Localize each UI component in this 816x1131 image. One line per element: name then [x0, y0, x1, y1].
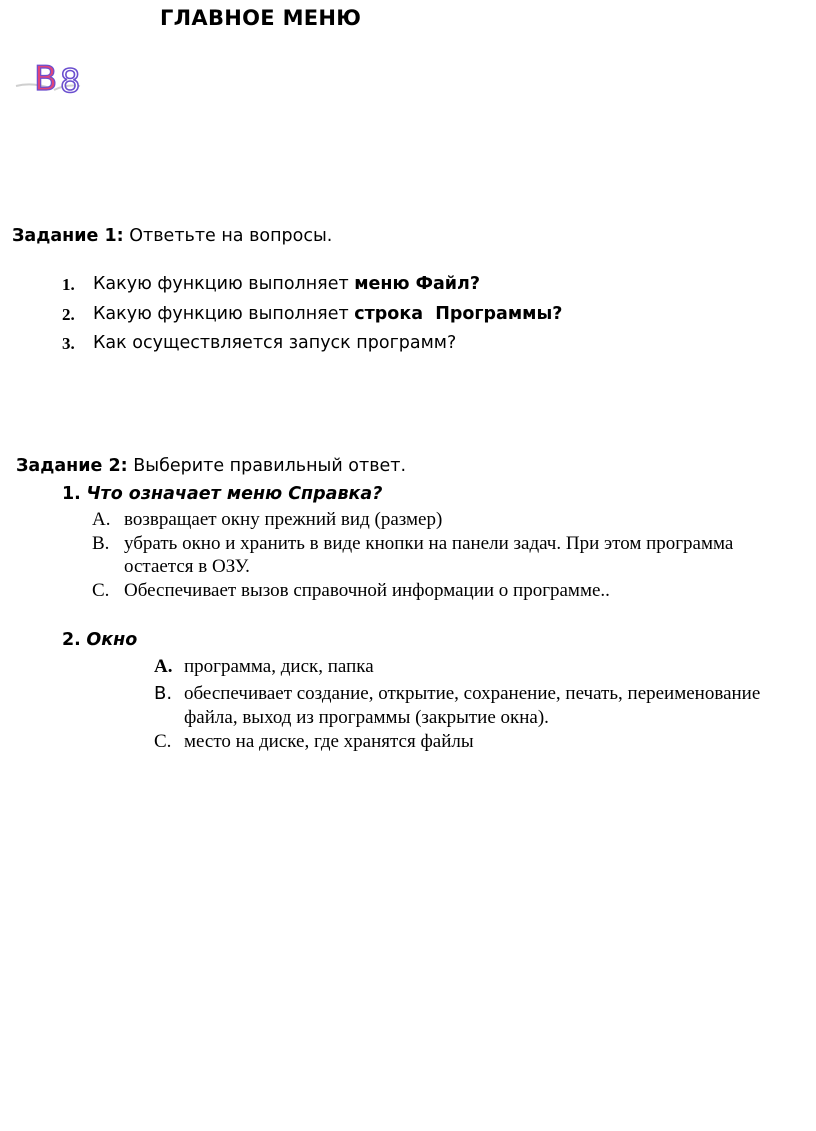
option-letter: B. — [92, 533, 110, 554]
option-letter: C. — [92, 580, 110, 601]
task2-question-1 — [62, 484, 382, 504]
page-title: ГЛАВНОЕ МЕНЮ — [160, 6, 362, 30]
question-text: Окно — [86, 630, 138, 650]
question-text: Как осуществляется запуск программ? — [93, 333, 457, 353]
task1-question-2-text — [93, 304, 562, 324]
task2-label: Задание 2: — [16, 456, 128, 476]
option-text: место на диске, где хранятся файлы — [184, 731, 474, 752]
question-number: 2. — [62, 305, 75, 324]
task1-question-3-text — [93, 333, 456, 353]
option-text: обеспечивает создание, открытие, сохранение, печать, переименование — [184, 683, 761, 704]
question-number: 1. — [62, 275, 75, 294]
task1-heading — [12, 226, 332, 246]
task2-instruction: Выберите правильный ответ. — [133, 456, 407, 476]
question-number: 1. — [62, 484, 81, 504]
task1-question-3 — [62, 334, 75, 354]
question-text: Что означает меню Справка? — [86, 484, 383, 504]
task1-question-1 — [62, 275, 75, 295]
option-text: убрать окно и хранить в виде кнопки на панели задач. При этом программа — [124, 533, 734, 554]
task1-question-1-text — [93, 274, 480, 294]
question-text: Какую функцию выполняет — [93, 274, 355, 294]
option-letter: B. — [154, 683, 173, 704]
option-text: Обеспечивает вызов справочной информации о программе.. — [124, 580, 610, 601]
logo-digit-8: 8 — [60, 62, 81, 100]
question-emphasis: строка Программы? — [354, 304, 563, 324]
option-text: возвращает окну прежний вид (размер) — [124, 509, 443, 530]
task2-question-2 — [62, 630, 137, 650]
question-number: 2. — [62, 630, 81, 650]
option-letter: A. — [92, 509, 111, 530]
option-letter: A. — [154, 656, 173, 677]
question-emphasis: меню Файл? — [354, 274, 481, 294]
option-text-continuation: остается в ОЗУ. — [124, 556, 250, 577]
b8-logo-icon — [14, 56, 86, 100]
logo-letter-b: B — [34, 59, 58, 99]
task2-heading — [16, 456, 406, 476]
task1-question-2 — [62, 305, 75, 325]
question-text: Какую функцию выполняет — [93, 304, 355, 324]
task1-instruction: Ответьте на вопросы. — [129, 226, 333, 246]
option-text-continuation: файла, выход из программы (закрытие окна). — [184, 707, 549, 728]
task1-label: Задание 1: — [12, 226, 124, 246]
option-letter: C. — [154, 731, 172, 752]
question-number: 3. — [62, 334, 75, 353]
option-text: программа, диск, папка — [184, 656, 374, 677]
